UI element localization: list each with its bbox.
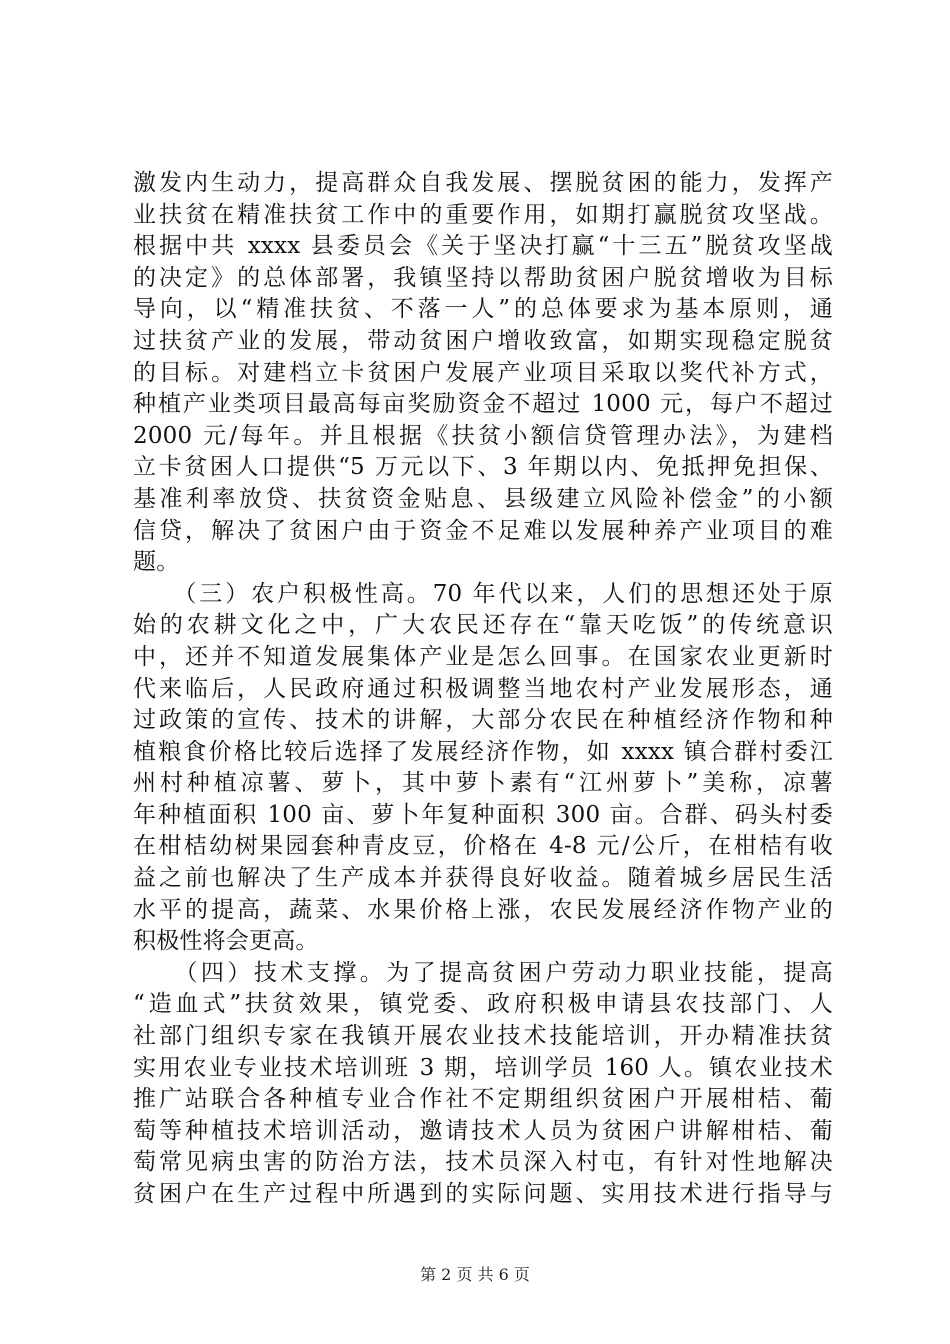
- text-line: （三）农户积极性高。70 年代以来，人们的思想还处于原: [133, 580, 833, 607]
- text-line: 种植产业类项目最高每亩奖励资金不超过 1000 元，每户不超过: [133, 391, 833, 418]
- text-line: 2000 元/每年。并且根据《扶贫小额信贷管理办法》，为建档: [133, 422, 833, 449]
- text-line: 的目标。对建档立卡贫困户发展产业项目采取以奖代补方式，: [133, 359, 833, 386]
- text-line: 立卡贫困人口提供“5 万元以下、3 年期以内、免抵押免担保、: [133, 454, 833, 481]
- text-line: 业扶贫在精准扶贫工作中的重要作用，如期打赢脱贫攻坚战。: [133, 201, 833, 228]
- text-line: 萄等种植技术培训活动，邀请技术人员为贫困户讲解柑桔、葡: [133, 1117, 833, 1144]
- text-line: 益之前也解决了生产成本并获得良好收益。随着城乡居民生活: [133, 865, 833, 892]
- page-footer: 第 2 页 共 6 页: [420, 1265, 530, 1284]
- text-line: （四）技术支撑。为了提高贫困户劳动力职业技能，提高: [133, 959, 833, 986]
- text-line: 植粮食价格比较后选择了发展经济作物，如 xxxx 镇合群村委江: [133, 738, 833, 765]
- text-line: 激发内生动力，提高群众自我发展、摆脱贫困的能力，发挥产: [133, 170, 833, 196]
- text-line: 贫困户在生产过程中所遇到的实际问题、实用技术进行指导与: [133, 1181, 833, 1207]
- text-line: 始的农耕文化之中，广大农民还存在“靠天吃饭”的传统意识: [133, 612, 833, 639]
- text-line: 水平的提高，蔬菜、水果价格上涨，农民发展经济作物产业的: [133, 896, 833, 923]
- text-line: 根据中共 xxxx 县委员会《关于坚决打赢“十三五”脱贫攻坚战: [133, 233, 833, 260]
- text-line: 推广站联合各种植专业合作社不定期组织贫困户开展柑桔、葡: [133, 1086, 833, 1113]
- text-line: 导向，以“精准扶贫、不落一人”的总体要求为基本原则，通: [133, 296, 833, 323]
- text-line: 代来临后，人民政府通过积极调整当地农村产业发展形态，通: [133, 675, 833, 702]
- text-line: 萄常见病虫害的防治方法，技术员深入村屯，有针对性地解决: [133, 1149, 833, 1176]
- text-line: 的决定》的总体部署，我镇坚持以帮助贫困户脱贫增收为目标: [133, 264, 833, 291]
- text-line: 积极性将会更高。: [133, 928, 319, 955]
- document-body: [133, 168, 833, 1211]
- text-line: 信贷，解决了贫困户由于资金不足难以发展种养产业项目的难: [133, 517, 833, 544]
- text-line: 社部门组织专家在我镇开展农业技术技能培训，开办精准扶贫: [133, 1023, 833, 1050]
- text-line: “造血式”扶贫效果，镇党委、政府积极申请县农技部门、人: [133, 991, 833, 1018]
- text-line: 年种植面积 100 亩、萝卜年复种面积 300 亩。合群、码头村委: [133, 801, 833, 828]
- text-line: 题。: [133, 549, 180, 576]
- text-line: 在柑桔幼树果园套种青皮豆，价格在 4-8 元/公斤，在柑桔有收: [133, 833, 833, 860]
- text-line: 中，还并不知道发展集体产业是怎么回事。在国家农业更新时: [133, 643, 833, 670]
- text-line: 过扶贫产业的发展，带动贫困户增收致富，如期实现稳定脱贫: [133, 327, 833, 354]
- text-line: 基准利率放贷、扶贫资金贴息、县级建立风险补偿金”的小额: [133, 485, 833, 512]
- text-line: 实用农业专业技术培训班 3 期，培训学员 160 人。镇农业技术: [133, 1054, 833, 1081]
- text-line: 过政策的宣传、技术的讲解，大部分农民在种植经济作物和种: [133, 707, 833, 734]
- text-line: 州村种植凉薯、萝卜，其中萝卜素有“江州萝卜”美称，凉薯: [133, 770, 833, 797]
